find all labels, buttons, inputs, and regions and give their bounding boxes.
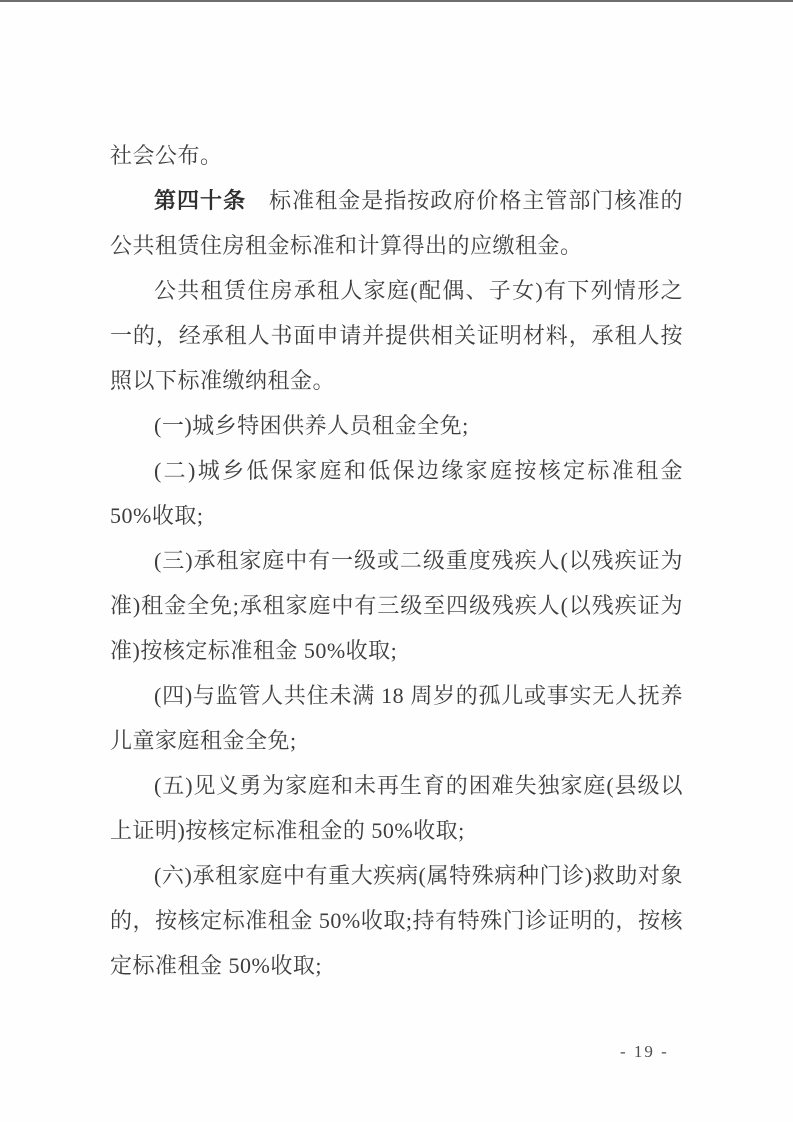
paragraph-item-5: (五)见义勇为家庭和未再生育的困难失独家庭(县级以上证明)按核定标准租金的 50%收取;: [110, 773, 683, 843]
paragraph-item-2: (二)城乡低保家庭和低保边缘家庭按核定标准租金 50%收取;: [110, 458, 683, 528]
paragraph-article-40: 第四十条 标准租金是指按政府价格主管部门核准的公共租赁住房租金标准和计算得出的应缴租金。: [110, 188, 683, 258]
paragraph-item-1: (一)城乡特困供养人员租金全免;: [154, 413, 469, 438]
paragraph-continuation: 社会公布。: [110, 143, 223, 168]
page-number: [620, 1042, 669, 1062]
scan-edge-artifact: [0, 0, 793, 2]
document-body: [110, 133, 683, 988]
paragraph-item-6: (六)承租家庭中有重大疾病(属特殊病种门诊)救助对象的，按核定标准租金 50%收取;持有特殊门诊证明的，按核定标准租金 50%收取;: [110, 863, 683, 978]
paragraph-item-4: (四)与监管人共住未满 18 周岁的孤儿或事实无人抚养儿童家庭租金全免;: [110, 683, 683, 753]
page-number-text: - 19 -: [620, 1042, 669, 1061]
paragraph-tenant-family-intro: 公共租赁住房承租人家庭(配偶、子女)有下列情形之一的，经承租人书面申请并提供相关证明材料，承租人按照以下标准缴纳租金。: [110, 278, 683, 393]
paragraph-item-3: (三)承租家庭中有一级或二级重度残疾人(以残疾证为准)租金全免;承租家庭中有三级至四级残疾人(以残疾证为准)按核定标准租金 50%收取;: [110, 548, 683, 663]
article-number: 第四十条: [154, 188, 247, 213]
